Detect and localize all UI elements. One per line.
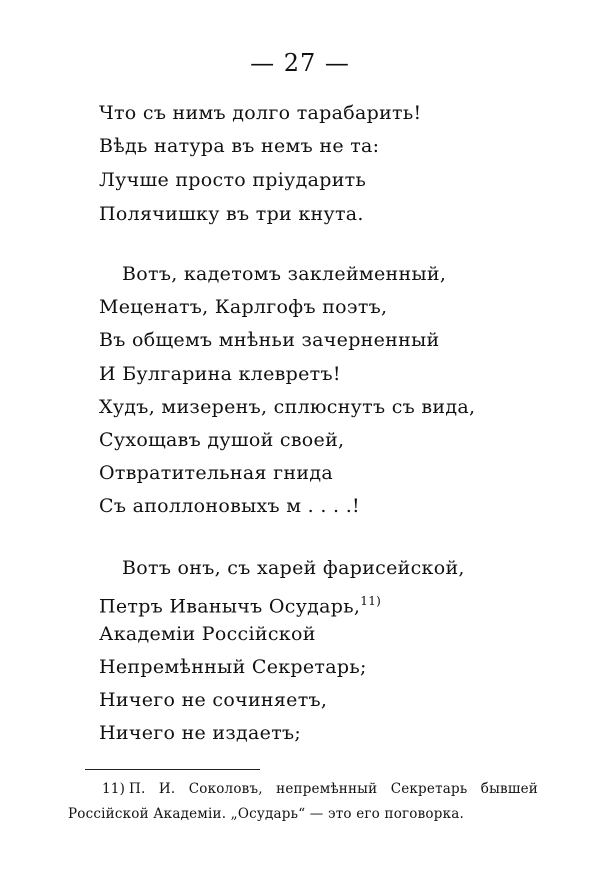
verse-line: Сухощавъ душой своей, — [99, 429, 345, 451]
verse-line: Академіи Россійской — [99, 623, 316, 645]
verse-line — [99, 589, 381, 618]
page-number: — 27 — — [250, 49, 350, 77]
verse-line: Что съ нимъ долго тарабарить! — [99, 102, 422, 124]
verse-line: И Булгарина клевретъ! — [99, 363, 341, 385]
verse-line: Вѣдь натура въ немъ не та: — [99, 135, 380, 157]
verse-line: Полячишку въ три кнута. — [99, 203, 364, 225]
verse-line: Худъ, мизеренъ, сплюснутъ съ вида, — [99, 396, 476, 418]
verse-line: Ничего не сочиняетъ, — [99, 689, 328, 711]
verse-line: Съ аполлоновыхъ м . . . .! — [99, 495, 360, 517]
verse-line: Ничего не издаетъ; — [99, 722, 302, 744]
verse-line: Меценатъ, Карлгофъ поэтъ, — [99, 296, 388, 318]
verse-line: Вотъ, кадетомъ заклейменный, — [122, 263, 447, 285]
footnote — [68, 777, 538, 827]
footnote-marker: 11) — [102, 781, 126, 797]
footnote-text: П. И. Соколовъ, непремѣнный Секретарь бывшей Россійской Академіи. „Осударь“ — это его поговорка. — [68, 781, 538, 822]
verse-line: Лучше просто пріударить — [99, 169, 367, 191]
verse-line: Отвратительная гнида — [99, 462, 333, 484]
verse-line: Въ общемъ мнѣньи зачерненный — [99, 329, 440, 351]
verse-line-text: Петръ Иванычъ Осударь, — [99, 595, 361, 618]
verse-line: Вотъ онъ, съ харей фарисейской, — [122, 557, 465, 579]
footnote-reference: 11) — [360, 594, 382, 608]
footnote-divider — [85, 769, 260, 770]
verse-line: Непремѣнный Секретарь; — [99, 656, 367, 678]
